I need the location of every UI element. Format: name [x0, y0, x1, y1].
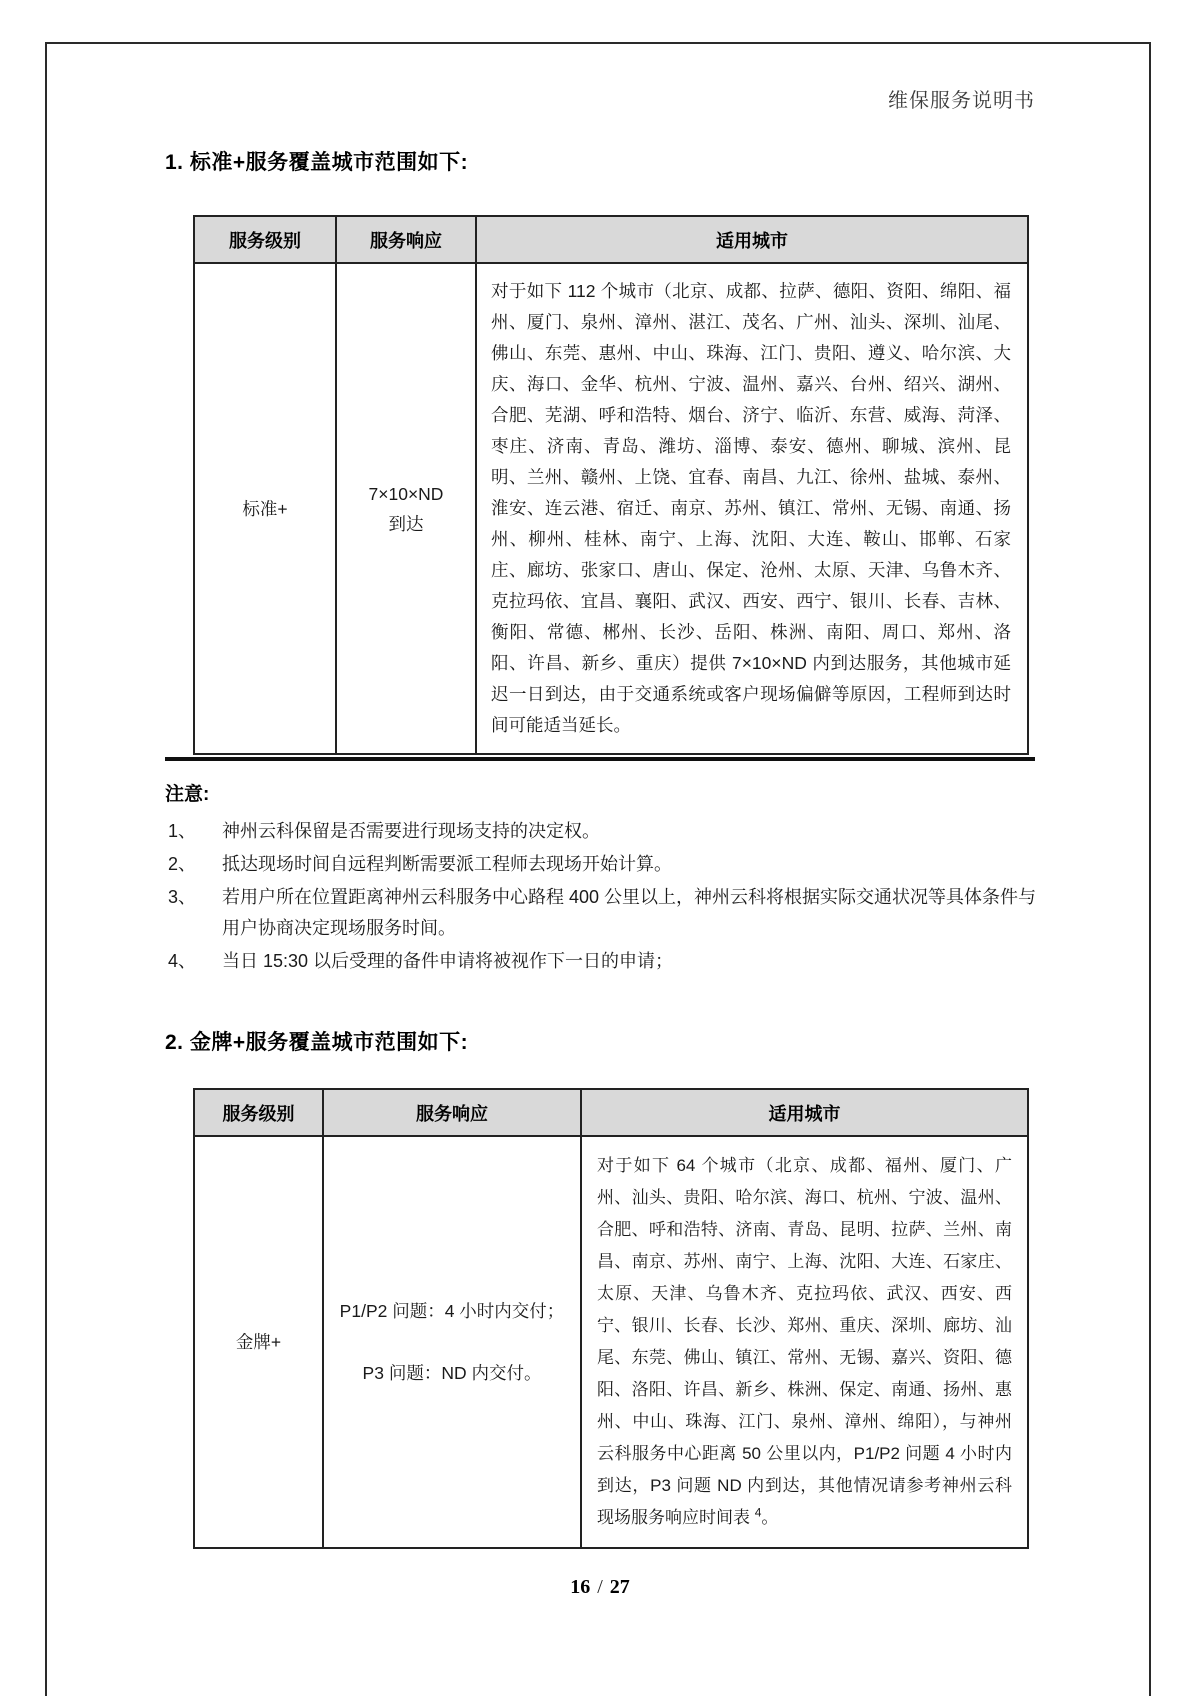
cell-service-level: 金牌+	[194, 1136, 323, 1548]
gold-cities-text-end: 。	[761, 1508, 779, 1527]
page-number: 16	[570, 1576, 591, 1598]
notes-title: 注意:	[165, 784, 210, 805]
note-text: 若用户所在位置距离神州云科服务中心路程 400 公里以上，神州云科将根据实际交通状况等具体条件与用户协商决定现场服务时间。	[222, 887, 1037, 938]
header-cell-applicable-cities: 适用城市	[476, 216, 1028, 263]
page-footer	[165, 1576, 1035, 1599]
footnote-reference: 4	[754, 1505, 762, 1520]
response-line-1: P1/P2 问题：4 小时内交付；	[339, 1301, 565, 1321]
cell-service-response	[336, 263, 476, 754]
cell-service-level: 标准+	[194, 263, 336, 754]
document-title-header: 维保服务说明书	[888, 90, 1035, 112]
note-item	[168, 849, 1046, 880]
response-line-2: 到达	[388, 513, 424, 534]
note-text: 神州云科保留是否需要进行现场支持的决定权。	[222, 821, 600, 841]
section-2-heading: 2. 金牌+服务覆盖城市范围如下:	[165, 1031, 469, 1054]
response-line-spacer	[325, 1326, 579, 1358]
page-total: 27	[609, 1576, 630, 1598]
standard-service-table	[193, 215, 1029, 755]
gold-cities-text: 对于如下 64 个城市（北京、成都、福州、厦门、广州、汕头、贵阳、哈尔滨、海口、杭州、宁波、温州、合肥、呼和浩特、济南、青岛、昆明、拉萨、兰州、南昌、南京、苏州、南宁、上海、沈阳、大连、石家庄、太原、天津、乌鲁木齐、克拉玛依、武汉、西安、西宁、银川、长春、长沙、郑州、重庆、深圳、廊坊、汕尾、东莞、佛山、镇江、常州、无锡、嘉兴、资阳、德阳、洛阳、许昌、新乡、株洲、保定、南通、扬州、惠州、中山、珠海、江门、泉州、漳州、绵阳），与神州云科服务中心距离 50 公里以内，P1/P2 问题 4 小时内到达，P3 问题 ND 内到达，其他情况请参考神州云科现场服务响应时间表	[597, 1156, 1012, 1527]
header-cell-service-response: 服务响应	[323, 1089, 581, 1136]
cell-applicable-cities	[581, 1136, 1028, 1548]
note-text: 抵达现场时间自远程判断需要派工程师去现场开始计算。	[222, 854, 672, 874]
gold-service-table	[193, 1088, 1029, 1549]
response-line-1: 7×10×ND	[368, 483, 444, 504]
header-cell-service-level: 服务级别	[194, 1089, 323, 1136]
header-cell-service-response: 服务响应	[336, 216, 476, 263]
header-cell-service-level: 服务级别	[194, 216, 336, 263]
header-cell-applicable-cities: 适用城市	[581, 1089, 1028, 1136]
note-number: 2、	[168, 854, 197, 874]
cell-service-response	[323, 1136, 581, 1548]
page-number-separator: /	[597, 1576, 603, 1598]
table-header-row	[194, 1089, 1028, 1136]
table-header-row	[194, 216, 1028, 263]
table-row	[194, 1136, 1028, 1548]
notes-list	[168, 816, 1046, 979]
response-line-2: P3 问题：ND 内交付。	[362, 1363, 542, 1383]
note-item	[168, 882, 1046, 944]
note-number: 4、	[168, 951, 197, 971]
note-item	[168, 816, 1046, 847]
section-divider-line	[165, 757, 1035, 761]
note-text: 当日 15:30 以后受理的备件申请将被视作下一日的申请；	[222, 951, 674, 971]
note-item	[168, 946, 1046, 977]
note-number: 3、	[168, 887, 197, 907]
standard-cities-text: 对于如下 112 个城市（北京、成都、拉萨、德阳、资阳、绵阳、福州、厦门、泉州、漳州、湛江、茂名、广州、汕头、深圳、汕尾、佛山、东莞、惠州、中山、珠海、江门、贵阳、遵义、哈尔滨、大庆、海口、金华、杭州、宁波、温州、嘉兴、台州、绍兴、湖州、合肥、芜湖、呼和浩特、烟台、济宁、临沂、东营、威海、菏泽、枣庄、济南、青岛、潍坊、淄博、泰安、德州、聊城、滨州、昆明、兰州、赣州、上饶、宜春、南昌、九江、徐州、盐城、泰州、淮安、连云港、宿迁、南京、苏州、镇江、常州、无锡、南通、扬州、柳州、桂林、南宁、上海、沈阳、大连、鞍山、邯郸、石家庄、廊坊、张家口、唐山、保定、沧州、太原、天津、乌鲁木齐、克拉玛依、宜昌、襄阳、武汉、西安、西宁、银川、长春、吉林、衡阳、常德、郴州、长沙、岳阳、株洲、南阳、周口、郑州、洛阳、许昌、新乡、重庆）提供 7×10×ND 内到达服务，其他城市延迟一日到达，由于交通系统或客户现场偏僻等原因，工程师到达时间可能适当延长。	[491, 281, 1011, 735]
table-row	[194, 263, 1028, 754]
note-number: 1、	[168, 821, 197, 841]
cell-applicable-cities	[476, 263, 1028, 754]
section-1-heading: 1. 标准+服务覆盖城市范围如下:	[165, 151, 469, 174]
